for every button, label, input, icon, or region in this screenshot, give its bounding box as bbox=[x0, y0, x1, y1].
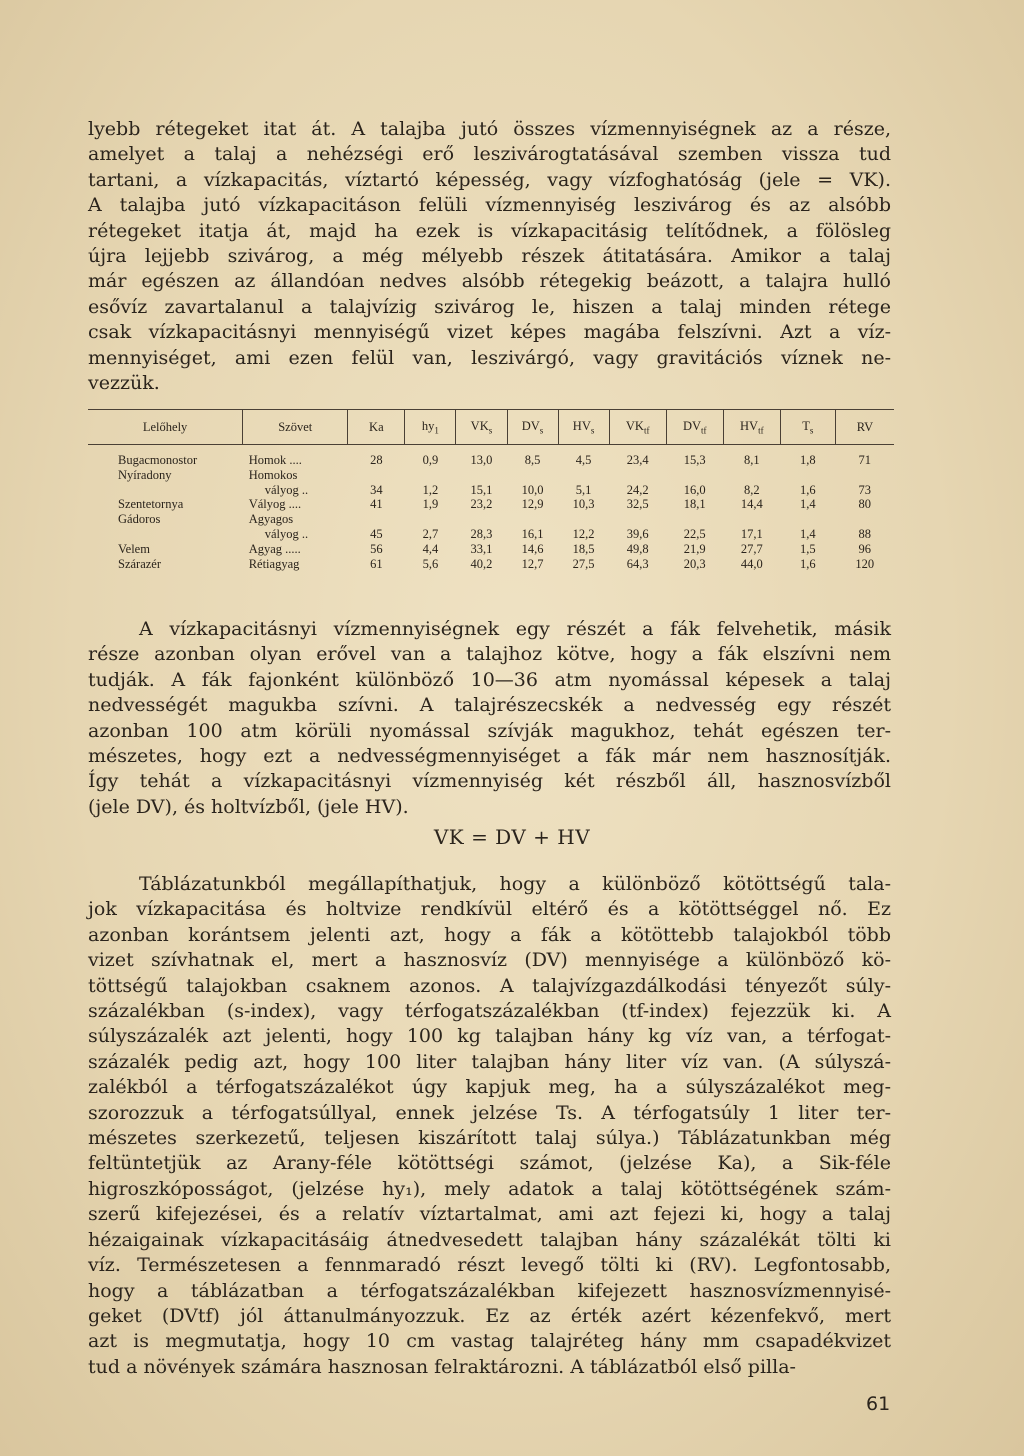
table-cell: 15,3 bbox=[683, 453, 706, 467]
table-header-row bbox=[88, 410, 894, 445]
text-line: tud a növények számára hasznosan felraktározni. A táblázatból első pilla- bbox=[88, 1355, 796, 1378]
text-line: szerű kifejezései, és a relatív víztartalmat, ami azt fejezi ki, hogy a talaj bbox=[88, 1203, 891, 1226]
table-cell: Bugacmonostor bbox=[118, 453, 198, 467]
table-row bbox=[88, 542, 894, 557]
text-line: hézaigainak vízkapacitásáig átnedvesedett talajban hány százalékát tölti ki bbox=[88, 1228, 891, 1251]
text-line: Táblázatunkból megállapíthatjuk, hogy a különböző kötöttségű tala- bbox=[139, 873, 891, 895]
table-cell: Homok .... bbox=[248, 453, 302, 467]
col-header: $HV_{tf}$ bbox=[723, 410, 780, 445]
table-cell: Agyagos bbox=[248, 512, 294, 527]
table-cell: 8,1 bbox=[743, 453, 760, 467]
table-cell: 12,9 bbox=[521, 497, 544, 512]
text-line: amelyet a talaj a nehézségi erő leszivárogtatásával szemben vissza tud bbox=[88, 143, 891, 166]
table-cell: Velem bbox=[118, 541, 150, 556]
table-row bbox=[88, 557, 894, 572]
text-line: százalékban (s-index), vagy térfogatszázalékban (tf-index) fejezzük ki. A bbox=[88, 1000, 891, 1023]
text-line: mészetes, hogy ezt a nedvességmennyiséget a fák már nem hasznosítják. bbox=[88, 745, 891, 768]
table-cell: 16,1 bbox=[521, 526, 544, 541]
table-cell bbox=[666, 468, 723, 483]
table-cell: 12,7 bbox=[521, 556, 544, 571]
table-cell bbox=[456, 512, 507, 527]
text-line: feltüntetjük az Arany-féle kötöttségi számot, (jelzése Ka), a Sik-féle bbox=[88, 1152, 891, 1175]
text-line: azt is megmutatja, hogy 10 cm vastag talajréteg hány mm csapadékvizet bbox=[88, 1330, 891, 1353]
table-cell: 44,0 bbox=[740, 556, 763, 571]
table-cell bbox=[558, 468, 609, 483]
table-cell bbox=[558, 512, 609, 527]
table-cell: 23,4 bbox=[626, 453, 649, 467]
equation: VK = DV + HV bbox=[433, 825, 591, 849]
soil-water-table bbox=[88, 409, 894, 571]
table-cell: 0,9 bbox=[422, 453, 439, 467]
table-cell: 12,2 bbox=[572, 526, 595, 541]
table-cell: 32,5 bbox=[626, 497, 649, 512]
table-cell: 73 bbox=[858, 482, 871, 497]
text-line: esővíz zavartalanul a talajvízig szivárog le, hiszen a talaj minden rétege bbox=[88, 295, 891, 318]
table-cell bbox=[405, 468, 456, 483]
table-cell bbox=[780, 468, 835, 483]
table-row bbox=[88, 527, 894, 542]
col-header: Szövet bbox=[243, 410, 348, 445]
table-cell: vályog .. bbox=[264, 526, 309, 541]
table-cell: Agyag ..... bbox=[248, 541, 301, 556]
text-line: csak vízkapacitásnyi mennyiségű vizet képes magába felszívni. Azt a víz- bbox=[88, 321, 891, 344]
table-cell: 22,5 bbox=[683, 526, 706, 541]
table-cell: 80 bbox=[858, 497, 871, 512]
table-cell bbox=[88, 483, 243, 498]
table-cell: 8,2 bbox=[743, 482, 760, 497]
table-cell: Rétiagyag bbox=[248, 556, 300, 571]
table-cell bbox=[835, 512, 894, 527]
table-row bbox=[88, 512, 894, 527]
table-cell: 24,2 bbox=[626, 482, 649, 497]
table-cell: 1,8 bbox=[800, 453, 816, 467]
table-cell: Nyíradony bbox=[118, 467, 172, 482]
text-line: rétegeket itatja át, majd ha ezek is vízkapacitásig telítődnek, a fölösleg bbox=[88, 219, 891, 242]
table-cell: 27,7 bbox=[740, 541, 763, 556]
text-line: lyebb rétegeket itat át. A talajba jutó összes vízmennyiségnek az a része, bbox=[88, 118, 891, 140]
table-cell bbox=[507, 468, 558, 483]
table-cell bbox=[456, 468, 507, 483]
col-header: $hy_1$ bbox=[405, 410, 456, 445]
table-cell: 1,5 bbox=[800, 541, 816, 556]
text-line: szorozzuk a térfogatsúllyal, ennek jelzése Ts. A térfogatsúly 1 liter ter- bbox=[88, 1101, 891, 1124]
table-cell: 49,8 bbox=[626, 541, 649, 556]
table-cell: 4,4 bbox=[422, 541, 439, 556]
col-header: Ka bbox=[348, 410, 405, 445]
table-cell: 21,9 bbox=[683, 541, 706, 556]
table-cell: 2,7 bbox=[422, 526, 439, 541]
text-line: higroszkóposságot, (jelzése hy₁), mely adatok a talaj kötöttségének szám- bbox=[88, 1177, 891, 1200]
table-cell bbox=[507, 512, 558, 527]
table-cell: 71 bbox=[858, 453, 871, 467]
col-header: Lelőhely bbox=[88, 410, 243, 445]
table-cell: 39,6 bbox=[626, 526, 649, 541]
table-cell: 28,3 bbox=[470, 526, 493, 541]
col-header: $DV_s$ bbox=[507, 410, 558, 445]
table-cell: 18,1 bbox=[683, 497, 706, 512]
table-cell: 1,9 bbox=[422, 497, 439, 512]
table-cell bbox=[666, 512, 723, 527]
text-line: jok vízkapacitása és holtvize rendkívül eltérő és a kötöttséggel nő. Ez bbox=[88, 898, 891, 921]
table-cell: Homokos bbox=[248, 467, 298, 482]
text-line: nedvességét magukba szívni. A talajrészecskék a nedvesség egy részét bbox=[88, 694, 891, 717]
table-cell: 56 bbox=[370, 541, 383, 556]
paragraph-3 bbox=[88, 872, 891, 1380]
table-cell: 34 bbox=[370, 482, 383, 497]
table-row bbox=[88, 445, 894, 468]
table-cell: vályog .. bbox=[264, 482, 309, 497]
table-cell: 33,1 bbox=[470, 541, 493, 556]
table-cell: 1,4 bbox=[800, 526, 816, 541]
table-cell: 27,5 bbox=[572, 556, 595, 571]
text-line: újra lejjebb szivárog, a még mélyebb részek átitatására. Amikor a talaj bbox=[88, 245, 891, 268]
table-row bbox=[88, 483, 894, 498]
text-line: geket (DVtf) jól áttanulmányozzuk. Ez az érték azért kézenfekvő, mert bbox=[88, 1304, 891, 1327]
col-header: $VK_s$ bbox=[456, 410, 507, 445]
text-line: mennyiséget, ami ezen felül van, leszivárgó, vagy gravitációs víznek ne- bbox=[88, 346, 891, 369]
table-cell: 88 bbox=[858, 526, 871, 541]
col-header: $DV_{tf}$ bbox=[666, 410, 723, 445]
table-cell: 14,6 bbox=[521, 541, 544, 556]
text-line: vezzük. bbox=[88, 372, 160, 395]
table-cell bbox=[780, 512, 835, 527]
text-line: zalékból a térfogatszázalékot úgy kapjuk meg, ha a súlyszázalékot meg- bbox=[88, 1076, 891, 1099]
col-header: RV bbox=[835, 410, 894, 445]
table-cell bbox=[835, 468, 894, 483]
table-cell: 10,0 bbox=[521, 482, 544, 497]
paragraph-1 bbox=[88, 117, 891, 396]
text-line: tudják. A fák fajonként különböző 10—36 atm nyomással képesek a talaj bbox=[88, 668, 891, 691]
table-cell: Szentetornya bbox=[118, 497, 184, 512]
table-cell: 40,2 bbox=[470, 556, 493, 571]
table-body bbox=[88, 445, 894, 572]
table-cell: Szárazér bbox=[118, 556, 162, 571]
table-cell: 15,1 bbox=[470, 482, 493, 497]
table-cell: 1,2 bbox=[422, 482, 439, 497]
table-cell: 1,6 bbox=[800, 482, 816, 497]
text-line: töttségű talajokban csaknem azonos. A talajvízgazdálkodási tényezőt súly- bbox=[88, 974, 891, 997]
text-line: már egészen az állandóan nedves alsóbb rétegekig beázott, a talajra hulló bbox=[88, 270, 891, 293]
text-line: vizet szívhatnak el, mert a hasznosvíz (DV) mennyisége a különböző kö- bbox=[88, 949, 891, 972]
table-cell bbox=[88, 527, 243, 542]
table-cell: 5,6 bbox=[422, 556, 439, 571]
text-line: százalék pedig azt, hogy 100 liter talajban hány liter víz van. (A súlyszá- bbox=[88, 1050, 891, 1073]
table-cell: 14,4 bbox=[740, 497, 763, 512]
text-line: mészetes szerkezetű, teljesen kiszárított talaj súlya.) Táblázatunkban még bbox=[88, 1127, 891, 1150]
text-line: (jele DV), és holtvízből, (jele HV). bbox=[88, 795, 409, 818]
text-line: A talajba jutó vízkapacitáson felüli vízmennyiség leszivárog és az alsóbb bbox=[88, 194, 891, 217]
col-header: $HV_s$ bbox=[558, 410, 609, 445]
table-cell bbox=[609, 468, 666, 483]
text-line: azonban korántsem jelenti azt, hogy a fák a kötöttebb talajokból több bbox=[88, 923, 891, 946]
table-row bbox=[88, 468, 894, 483]
text-line: tartani, a vízkapacitás, víztartó képesség, vagy vízfoghatóság (jele = VK). bbox=[88, 168, 891, 191]
table-cell: 17,1 bbox=[740, 526, 763, 541]
table-cell: 23,2 bbox=[470, 497, 493, 512]
table-cell: 64,3 bbox=[626, 556, 649, 571]
table-cell: Gádoros bbox=[118, 512, 161, 527]
page-number: 61 bbox=[866, 1393, 891, 1415]
table-cell: 10,3 bbox=[572, 497, 595, 512]
text-line: hogy a táblázatban a térfogatszázalékban kifejezett hasznosvízmennyisé- bbox=[88, 1279, 891, 1302]
table-cell bbox=[348, 468, 405, 483]
text-line: A vízkapacitásnyi vízmennyiségnek egy részét a fák felvehetik, másik bbox=[139, 618, 891, 640]
text-line: része azonban olyan erővel van a talajhoz kötve, hogy a fák elszívni nem bbox=[88, 643, 891, 666]
table-cell: 28 bbox=[370, 453, 383, 467]
table-cell bbox=[348, 512, 405, 527]
table-cell: 96 bbox=[858, 541, 871, 556]
table-cell: 5,1 bbox=[575, 482, 592, 497]
table-cell: 1,4 bbox=[800, 497, 816, 512]
text-line: súlyszázalék azt jelenti, hogy 100 kg talajban hány kg víz van, a térfogat- bbox=[88, 1025, 891, 1048]
table-cell bbox=[723, 512, 780, 527]
table-cell: 13,0 bbox=[470, 453, 493, 467]
table-cell: 4,5 bbox=[575, 453, 592, 467]
table-cell: 18,5 bbox=[572, 541, 595, 556]
paragraph-2 bbox=[88, 617, 891, 820]
table-cell bbox=[405, 512, 456, 527]
text-line: azonban 100 atm körüli nyomással szívják magukhoz, tehát egészen ter- bbox=[88, 719, 891, 742]
table-cell bbox=[723, 468, 780, 483]
text-line: Így tehát a vízkapacitásnyi vízmennyiség két részből áll, hasznosvízből bbox=[88, 770, 891, 793]
table-cell: 1,6 bbox=[800, 556, 816, 571]
table-cell: 20,3 bbox=[683, 556, 706, 571]
table-cell bbox=[609, 512, 666, 527]
table-cell: 120 bbox=[855, 556, 875, 571]
table-cell: 45 bbox=[370, 526, 383, 541]
table-row bbox=[88, 497, 894, 512]
table-cell: 8,5 bbox=[524, 453, 541, 467]
table-cell: Vályog .... bbox=[248, 497, 302, 512]
text-line: víz. Természetesen a fennmaradó részt levegő tölti ki (RV). Legfontosabb, bbox=[88, 1254, 891, 1277]
table-cell: 61 bbox=[370, 556, 383, 571]
col-header: $VK_{tf}$ bbox=[609, 410, 666, 445]
table-cell: 41 bbox=[370, 497, 383, 512]
col-header: $T_s$ bbox=[780, 410, 835, 445]
table-cell: 16,0 bbox=[683, 482, 706, 497]
